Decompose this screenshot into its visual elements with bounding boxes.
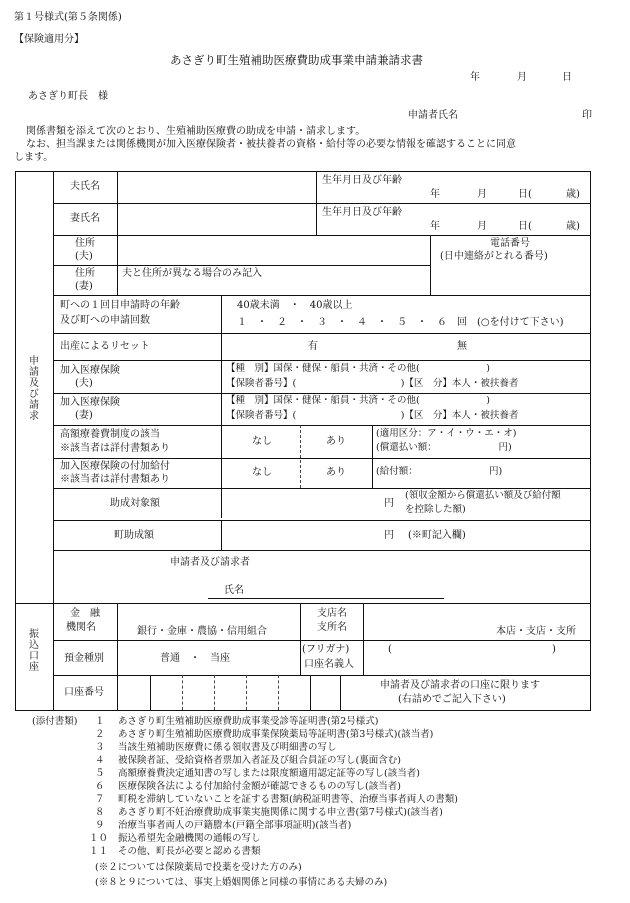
reset-no[interactable]: 無	[457, 341, 467, 352]
attachment-item: 治療当事者両人の戸籍謄本(戸籍全部事項証明)(該当者)	[118, 820, 352, 831]
attachment-item: 医療保険各法による付加給付金額が確認できるものの写し(該当者)	[118, 781, 401, 792]
husband-birth-label: 生年月日及び年齢	[322, 175, 402, 186]
husband-birth-month: 月	[477, 189, 487, 200]
wife-birth-month: 月	[477, 221, 487, 232]
wife-birth-year: 年	[430, 221, 440, 232]
attachment-number: １０	[89, 833, 109, 844]
husband-birth-day: 日(	[518, 189, 532, 200]
ins-husband-kind[interactable]: 【種 別】国保・健保・船員・共済・その他( )	[226, 363, 490, 374]
side-label-request: 申請及び請求	[26, 355, 38, 421]
attachment-number: ７	[95, 794, 105, 805]
attachment-number: ９	[95, 820, 105, 831]
attachment-number: ８	[95, 807, 105, 818]
account-holder-label: 口座名義人	[304, 659, 354, 670]
husband-name-field[interactable]	[119, 173, 314, 201]
attachment-item: 高額療養費決定通知書の写しまたは限度額適用認定証等の写し(該当者)	[118, 768, 420, 779]
high-cost-refund[interactable]: (償還払い額： 円)	[376, 442, 512, 453]
signature-name-label: 氏名	[224, 585, 244, 596]
date-month-label: 月	[517, 72, 527, 83]
ins-husband-number[interactable]: 【保険者番号】( )【区 分】本人・被扶養者	[226, 378, 519, 389]
husband-age: 歳)	[566, 189, 580, 200]
addressee: あさぎり町長 様	[28, 91, 108, 102]
attachments-note-1: (※２については保険薬局で投薬を受けた方のみ)	[95, 862, 302, 873]
attachment-number: ６	[95, 781, 105, 792]
additional-none[interactable]: なし	[252, 467, 272, 478]
page-title: あさぎり町生殖補助医療費助成事業申請兼請求書	[170, 53, 423, 67]
phone-note: (日中連絡がとれる番号)	[440, 251, 548, 262]
town-subsidy-field[interactable]	[223, 522, 378, 548]
attachment-item: あさぎり町生殖補助医療費助成事業保険薬局等証明書(第3号様式)(該当者)	[118, 729, 434, 740]
town-subsidy-note: (※町記入欄)	[408, 530, 466, 541]
attachment-item: あさぎり町生殖補助医療費助成事業受診等証明書(第2号様式)	[118, 716, 379, 727]
holder-paren-close: )	[552, 644, 556, 655]
branch-label-2: 支所名	[317, 622, 347, 633]
subsidy-target-label: 助成対象額	[110, 498, 160, 509]
husband-address-sub: (夫)	[75, 251, 93, 262]
attachment-number: １１	[89, 846, 109, 857]
attachment-item: その他、町長が必要と認める書類	[118, 846, 261, 857]
reset-label: 出産によるリセット	[60, 341, 150, 352]
intro-line-2: なお、担当課または関係機関が加入医療保険者・被扶養者の資格・給付等の必要な情報を確認することに同意	[26, 139, 516, 150]
high-cost-none[interactable]: なし	[252, 436, 272, 447]
attachment-number: ４	[95, 755, 105, 766]
applicant-name-label: 申請者氏名	[408, 110, 458, 121]
attachment-item: あさぎり町不妊治療費助成事業実施関係に関する申立書(第7号様式)(該当者)	[118, 807, 443, 818]
furigana-label: (フリガナ)	[302, 644, 350, 655]
high-cost-label-1: 高額療養費制度の該当	[60, 429, 160, 440]
age-count-label-1: 町への１回目申請時の年齢	[60, 300, 180, 311]
ins-wife-number[interactable]: 【保険者番号】( )【区 分】本人・被扶養者	[226, 410, 519, 421]
ins-husband-label-2: (夫)	[75, 378, 93, 389]
attachment-number: ５	[95, 768, 105, 779]
attachment-number: １	[95, 716, 105, 727]
wife-address-note: 夫と住所が異なる場合のみ記入	[122, 268, 262, 279]
signature-name-field[interactable]	[250, 580, 444, 597]
attachments-label: (添付書類)	[32, 716, 78, 727]
furigana-field[interactable]	[392, 642, 550, 656]
husband-address-label: 住所	[75, 238, 95, 249]
wife-address-label: 住所	[75, 268, 95, 279]
town-subsidy-label: 町助成額	[114, 530, 154, 541]
wife-birth-label: 生年月日及び年齢	[322, 207, 402, 218]
husband-birth-year: 年	[430, 189, 440, 200]
account-restrict-1: 申請者及び請求者の口座に限ります	[380, 680, 540, 691]
account-number-label: 口座番号	[64, 687, 104, 698]
attachments-note-2: (※８と９については、事実上婚姻関係と同様の事情にある夫婦のみ)	[95, 877, 388, 888]
deposit-type-options[interactable]: 普通 ・ 当座	[160, 653, 230, 664]
subsidy-target-yen: 円	[384, 498, 394, 509]
town-subsidy-yen: 円	[384, 530, 394, 541]
subsidy-target-field[interactable]	[223, 490, 378, 518]
intro-line-3: します。	[14, 152, 54, 163]
attachment-number: ２	[95, 729, 105, 740]
attachment-item: 当該生殖補助医療費に係る領収書及び明細書の写し	[118, 742, 337, 753]
signature-label: 申請者及び請求者	[170, 557, 250, 568]
date-day-label: 日	[562, 72, 572, 83]
form-number: 第１号様式(第５条関係)	[14, 12, 122, 23]
attachment-item: 町税を滞納していないことを証する書類(納税証明書等、治療当事者両人の書類)	[118, 794, 458, 805]
holder-paren-open: (	[388, 644, 392, 655]
ins-husband-label-1: 加入医療保険	[60, 365, 120, 376]
attachment-number: ３	[95, 742, 105, 753]
wife-name-label: 妻氏名	[70, 213, 100, 224]
wife-birth-day: 日(	[518, 221, 532, 232]
husband-address-field[interactable]	[119, 237, 428, 263]
account-number-field[interactable]	[118, 677, 339, 708]
bank-label-1: 金 融	[70, 608, 100, 619]
high-cost-label-2: ※該当者は詳付書類あり	[60, 443, 170, 454]
count-options[interactable]: １ ・ ２ ・ ３ ・ ４ ・ ５ ・ ６ 回 (○を付けて下さい)	[237, 317, 564, 328]
intro-line-1: 関係書類を添えて次のとおり、生殖補助医療費の助成を申請・請求します。	[26, 126, 366, 137]
additional-label-2: ※該当者は詳付書類あり	[60, 474, 170, 485]
additional-yes[interactable]: あり	[326, 467, 346, 478]
wife-name-field[interactable]	[119, 205, 314, 233]
wife-address-sub: (妻)	[75, 281, 93, 292]
phone-label: 電話番号	[490, 238, 530, 249]
deposit-type-label: 預金種別	[64, 653, 104, 664]
age-count-label-2: 及び町への申請回数	[60, 315, 150, 326]
ins-wife-kind[interactable]: 【種 別】国保・健保・船員・共済・その他( )	[226, 395, 490, 406]
date-year-label: 年	[470, 72, 480, 83]
reset-yes[interactable]: 有	[308, 341, 318, 352]
high-cost-category[interactable]: (適用区分：ア・イ・ウ・エ・オ)	[376, 428, 517, 439]
attachment-item: 被保険者証、受給資格者票加入者証及び組合員証の写し(裏面含む)	[118, 755, 401, 766]
additional-amount[interactable]: (給付額： 円)	[376, 466, 503, 477]
account-holder-field[interactable]	[365, 658, 588, 673]
branch-types[interactable]: 本店・支店・支所	[496, 626, 576, 637]
high-cost-yes[interactable]: あり	[326, 436, 346, 447]
bank-label-2: 機関名	[66, 622, 96, 633]
signature-underline	[208, 598, 444, 599]
subsidy-target-note-2: を控除した額)	[405, 504, 466, 515]
insurance-tag: 【保険適用分】	[14, 34, 84, 45]
additional-label-1: 加入医療保険の付加給付	[60, 461, 170, 472]
bank-types[interactable]: 銀行・金庫・農協・信用組合	[137, 626, 267, 637]
account-restrict-2: (右詰めでご記入下さい)	[398, 694, 506, 705]
subsidy-target-note-1: (領収金額から償還払い額及び給付額	[405, 490, 561, 501]
wife-age: 歳)	[566, 221, 580, 232]
attachment-item: 振込希望先金融機関の通帳の写し	[118, 833, 261, 844]
ins-wife-label-2: (妻)	[75, 410, 93, 421]
ins-wife-label-1: 加入医療保険	[60, 397, 120, 408]
side-label-transfer: 振込口座	[26, 628, 38, 672]
branch-label-1: 支店名	[317, 608, 347, 619]
seal-mark: 印	[582, 110, 592, 121]
husband-name-label: 夫氏名	[70, 181, 100, 192]
age-options[interactable]: 40歳未満 ・ 40歳以上	[237, 300, 353, 311]
